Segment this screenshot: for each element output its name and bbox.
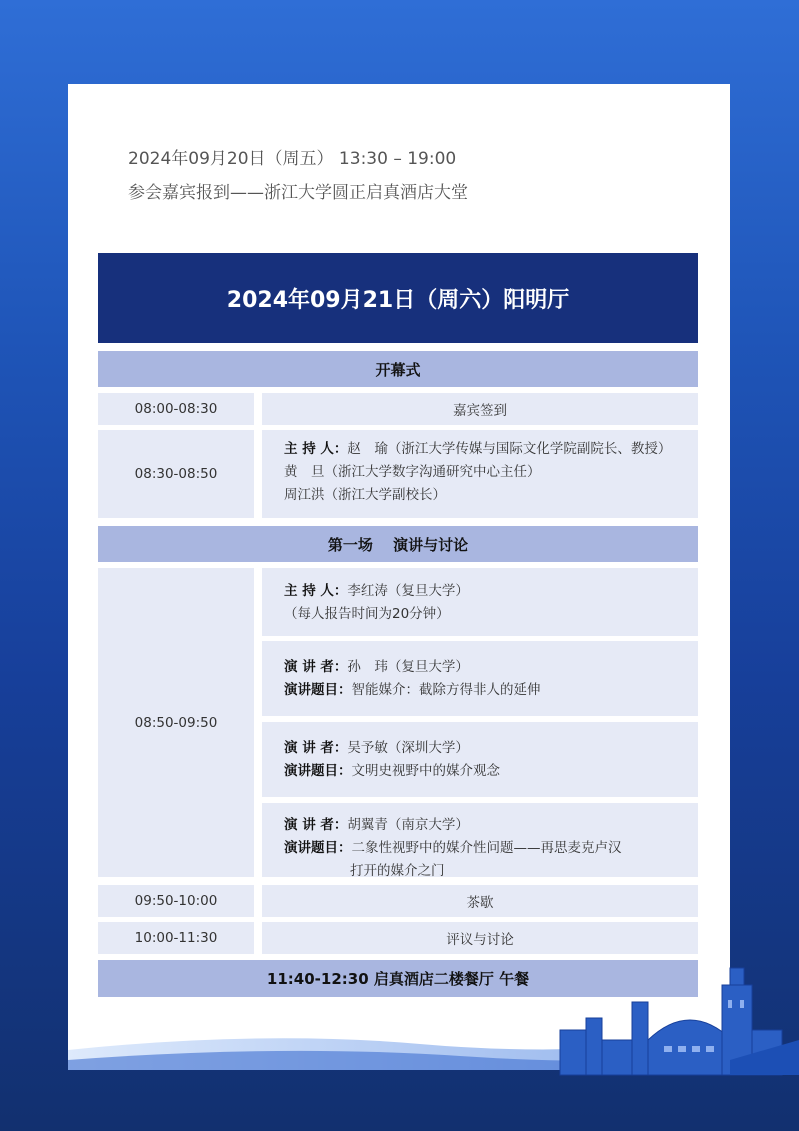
registration-location: 参会嘉宾报到——浙江大学圆正启真酒店大堂: [128, 183, 468, 203]
host-label: 主 持 人：: [284, 583, 348, 599]
guest-line: 黄 旦（浙江大学数字沟通研究中心主任）: [284, 464, 541, 480]
lunch-bar: 11:40-12:30 启真酒店二楼餐厅 午餐: [98, 960, 698, 997]
talk-cell: [262, 803, 698, 877]
speaker-name: 胡翼青（南京大学）: [347, 817, 469, 833]
talk-topic-continued: 打开的媒介之门: [350, 863, 445, 879]
content-cell: 评议与讨论: [262, 922, 698, 954]
session1-host-cell: [262, 568, 698, 636]
host-name: 李红涛（复旦大学）: [347, 583, 469, 599]
speaker-label: 演 讲 者：: [284, 817, 348, 833]
host-note: （每人报告时间为20分钟）: [284, 606, 450, 622]
topic-label: 演讲题目：: [284, 682, 352, 698]
topic-label: 演讲题目：: [284, 840, 352, 856]
session1-header: 第一场 演讲与讨论: [98, 526, 698, 562]
speaker-label: 演 讲 者：: [284, 740, 348, 756]
registration-info: [128, 142, 468, 210]
speaker-label: 演 讲 者：: [284, 659, 348, 675]
registration-date: 2024年09月20日（周五） 13:30 – 19:00: [128, 149, 457, 169]
host-label: 主 持 人：: [284, 441, 348, 457]
talk-cell: [262, 641, 698, 716]
content-cell: 嘉宾签到: [262, 393, 698, 425]
topic-label: 演讲题目：: [284, 763, 352, 779]
speaker-name: 吴予敏（深圳大学）: [347, 740, 469, 756]
talk-topic: 二象性视野中的媒介性问题——再思麦克卢汉: [351, 840, 622, 856]
talk-cell: [262, 722, 698, 797]
speaker-name: 孙 玮（复旦大学）: [347, 659, 469, 675]
talk-topic: 智能媒介：截除方得非人的延伸: [351, 682, 541, 698]
content-cell: 茶歇: [262, 885, 698, 917]
time-cell: 08:50-09:50: [98, 568, 254, 877]
opening-hosts-cell: [262, 430, 698, 518]
time-cell: 09:50-10:00: [98, 885, 254, 917]
guest-line: 周江洪（浙江大学副校长）: [284, 487, 446, 503]
host-name: 赵 瑜（浙江大学传媒与国际文化学院副院长、教授）: [347, 441, 672, 457]
program-sheet: [68, 84, 730, 1070]
time-cell: 08:30-08:50: [98, 430, 254, 518]
time-cell: 10:00-11:30: [98, 922, 254, 954]
talk-topic: 文明史视野中的媒介观念: [351, 763, 500, 779]
day-banner: 2024年09月21日（周六）阳明厅: [98, 253, 698, 343]
opening-header: 开幕式: [98, 351, 698, 387]
time-cell: 08:00-08:30: [98, 393, 254, 425]
ground-shape: [730, 1040, 799, 1075]
